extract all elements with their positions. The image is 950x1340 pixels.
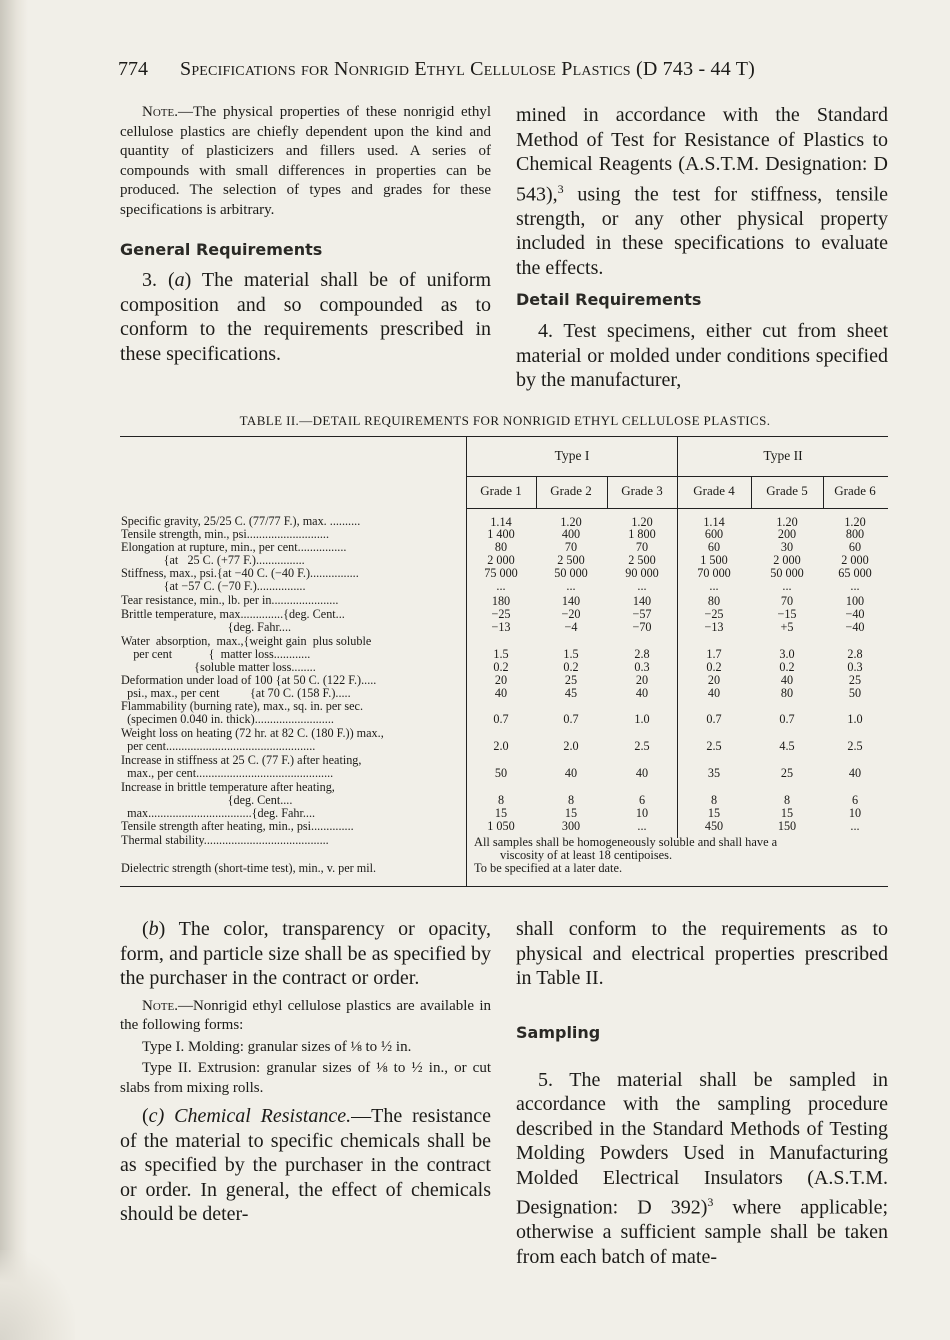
table-cell: 25 (564, 673, 578, 687)
table-cell: 15 (494, 806, 508, 820)
paragraph-3b: (b) The color, transparency or opacity, form, and particle size shall be as specified by the purchaser in the contract or order. (120, 918, 491, 989)
table-cell: 1 500 (700, 553, 728, 567)
table-cell: 25 (848, 673, 862, 687)
table-cell: 1.14 (703, 515, 725, 529)
table-cell: 60 (707, 540, 721, 554)
table-cell: 6 (851, 793, 859, 807)
right-column-top (516, 103, 888, 393)
table-row-label: Flammability (burning rate), max., sq. in. per sec. (121, 699, 364, 713)
table-row-label: Deformation under load of 100 {at 50 C. (122 F.)..... (121, 673, 377, 687)
table-cell: 80 (494, 540, 508, 554)
table-cell: 50 (494, 766, 508, 780)
note-type-2: Type II. Extrusion: granular sizes of ⅛ to ½ in., or cut slabs from mixing rolls. (120, 1060, 491, 1096)
table-cell: 40 (780, 673, 794, 687)
table-cell: 300 (561, 819, 581, 833)
table-cell: 0.2 (779, 660, 795, 674)
table-cell: 25 (780, 766, 794, 780)
table-cell: 2.8 (847, 647, 863, 661)
dielectric-strength-note: To be specified at a later date. (474, 861, 623, 875)
table-row-label: Increase in stiffness at 25 C. (77 F.) after heating, (121, 753, 362, 767)
table-cell: 2.0 (563, 739, 579, 753)
table-cell: 8 (497, 793, 505, 807)
table-cell: 50 000 (554, 566, 588, 580)
table-cell: 0.7 (563, 712, 579, 726)
table-cell: 90 000 (625, 566, 659, 580)
table-cell: 0.7 (779, 712, 795, 726)
table-row-label: (specimen 0.040 in. thick).......................... (121, 712, 334, 726)
table-row-label: Thermal stability......................................... (121, 833, 329, 847)
table-cell: 800 (845, 527, 865, 541)
table-cell: 65 000 (838, 566, 872, 580)
page-corner-curl (0, 1250, 75, 1340)
table-cell: 0.7 (493, 712, 509, 726)
type-header-2: Type II (763, 448, 803, 463)
table-cell: 8 (567, 793, 575, 807)
table-cell: 60 (848, 540, 862, 554)
table-cell: 6 (638, 793, 646, 807)
table-type-rule (466, 476, 888, 477)
table-cell: 70 000 (697, 566, 731, 580)
paragraph-3a: 3. (a) The material shall be of uniform composition and so compounded as to conform to the requirements prescribed in these specifications. (120, 269, 491, 365)
table-cell: −40 (845, 607, 865, 621)
table-cell: 3.0 (779, 647, 795, 661)
table-cell: 1.7 (706, 647, 722, 661)
table-cell: ... (850, 819, 860, 833)
table-cell: −13 (704, 620, 724, 634)
table-cell: 1.20 (776, 515, 798, 529)
table-row-label: Tensile strength, min., psi........................... (121, 527, 330, 541)
table-cell: 10 (635, 806, 649, 820)
paragraph-4-continued: shall conform to the requirements as to physical and electrical properties prescribed in Table II. (516, 918, 888, 989)
thermal-stability-note-line1: All samples shall be homogeneously soluble and shall have a (474, 835, 778, 849)
table-cell: 20 (635, 673, 649, 687)
table-cell: ... (637, 819, 647, 833)
table-cell: −20 (561, 607, 581, 621)
table-cell: 0.3 (847, 660, 863, 674)
grade-header: Grade 2 (550, 483, 592, 498)
grade-header: Grade 6 (834, 483, 876, 498)
left-column-bottom (120, 917, 491, 1227)
paragraph-chemical-test-continued: mined in accordance with the Standard Method of Test for Resistance of Plastics to Chemical Reagents (A.S.T.M. Designation: D 543),$^3$ using the test for stiffness, tensile strength, or any other physical property included in these specifications to evaluate the effects. (516, 104, 888, 279)
table-cell: ... (850, 579, 860, 593)
table-row-label: Dielectric strength (short-time test), min., v. per mil. (121, 861, 377, 875)
table-cell: 20 (707, 673, 721, 687)
table-cell: 1.20 (844, 515, 866, 529)
table-cell: ... (566, 579, 576, 593)
grade-header: Grade 5 (766, 483, 808, 498)
table-cell: 40 (564, 766, 578, 780)
table-cell: 1.0 (634, 712, 650, 726)
table-row-label: Increase in brittle temperature after heating, (121, 780, 335, 794)
paragraph-4: 4. Test specimens, either cut from sheet material or molded under conditions specified by the manufacturer, (516, 320, 888, 392)
table-cell: −57 (632, 607, 652, 621)
table-cell: 450 (704, 819, 724, 833)
table-cell: 2.8 (634, 647, 650, 661)
table-cell: 2 000 (773, 553, 801, 567)
table-row-label: max., per cent............................................. (121, 766, 334, 780)
table-row-label: Brittle temperature, max..............{deg. Cent... (121, 607, 345, 621)
table-cell: 0.3 (634, 660, 650, 674)
table-cell: ... (637, 579, 647, 593)
table-row-label: psi., max., per cent {at 70 C. (158 F.)..... (121, 686, 351, 700)
table-cell: −25 (491, 607, 511, 621)
table-cell: 1 800 (628, 527, 656, 541)
table-row-label: Weight loss on heating (72 hr. at 82 C. (180 F.)) max., (121, 726, 384, 740)
table-cell: 0.2 (563, 660, 579, 674)
table-cell: 150 (777, 819, 797, 833)
table-cell: 30 (780, 540, 794, 554)
heading-sampling: Sampling (516, 1022, 601, 1042)
running-title: Specifications for Nonrigid Ethyl Cellulose Plastics (D 743 - 44 T) (180, 58, 756, 80)
table-cell: 70 (635, 540, 649, 554)
table-cell: 2 500 (628, 553, 656, 567)
grade-header: Grade 3 (621, 483, 663, 498)
table-row-label: {at −57 C. (−70 F.)................ (121, 579, 306, 593)
table-cell: 0.2 (706, 660, 722, 674)
table-cell: 80 (780, 686, 794, 700)
table-row-label: Tensile strength after heating, min., psi.............. (121, 819, 354, 833)
heading-detail-requirements: Detail Requirements (516, 290, 702, 310)
table-cell: 15 (707, 806, 721, 820)
table-cell: 75 000 (484, 566, 518, 580)
table-caption: TABLE II.—DETAIL REQUIREMENTS FOR NONRIGID ETHYL CELLULOSE PLASTICS. (239, 413, 771, 428)
thermal-stability-note-line2: viscosity of at least 18 centipoises. (500, 848, 673, 862)
table-cell: 70 (564, 540, 578, 554)
table-row-label: per cent { matter loss............ (121, 647, 311, 661)
table-cell: 70 (780, 594, 794, 608)
table-cell: 1.5 (563, 647, 579, 661)
table-cell: 0.7 (706, 712, 722, 726)
note-type-1: Type I. Molding: granular sizes of ⅛ to ½ in. (142, 1038, 412, 1055)
table-cell: 80 (707, 594, 721, 608)
table-cell: 45 (564, 686, 578, 700)
table-cell: ... (782, 579, 792, 593)
table-cell: 600 (704, 527, 724, 541)
table-cell: 1 400 (487, 527, 515, 541)
table-cell: 50 (848, 686, 862, 700)
table-cell: 2.5 (847, 739, 863, 753)
table-cell: +5 (780, 620, 794, 634)
table-cell: ... (709, 579, 719, 593)
table-cell: 10 (848, 806, 862, 820)
grade-header: Grade 4 (693, 483, 735, 498)
table-cell: 1.14 (490, 515, 512, 529)
note-forms: Note.—Nonrigid ethyl cellulose plastics are available in the following forms: (120, 997, 491, 1033)
table-row-label: Specific gravity, 25/25 C. (77/77 F.), max. .......... (121, 514, 361, 528)
table-cell: 1 050 (487, 819, 515, 833)
table-row-label: Tear resistance, min., lb. per in...................... (121, 593, 339, 607)
table-cell: 8 (783, 793, 791, 807)
right-column-bottom (516, 917, 888, 1269)
table-type-divider (677, 436, 678, 838)
grade-header: Grade 1 (480, 483, 522, 498)
table-row-label: Stiffness, max., psi.{at −40 C. (−40 F.)................ (121, 566, 359, 580)
table-cell: 1.5 (493, 647, 509, 661)
table-cell: 50 000 (770, 566, 804, 580)
table-cell: 2.0 (493, 739, 509, 753)
table-cell: 40 (635, 766, 649, 780)
table-cell: 1.0 (847, 712, 863, 726)
paragraph-3c: (c) Chemical Resistance.—The resistance of the material to specific chemicals shall be as specified by the purchaser in the contract or order. In general, the effect of chemicals should be deter- (120, 1105, 491, 1225)
table-cell: 2 000 (487, 553, 515, 567)
table-cell: 400 (561, 527, 581, 541)
table-cell: 1.20 (631, 515, 653, 529)
left-column-top (120, 103, 491, 366)
table-cell: 100 (845, 594, 865, 608)
page-number: 774 (118, 58, 148, 80)
table-row-label: per cent................................................. (121, 739, 316, 753)
table-row-label: {deg. Cent.... (121, 793, 293, 807)
table-cell: 0.2 (493, 660, 509, 674)
table-cell: 140 (632, 594, 652, 608)
table-top-rule (120, 436, 888, 437)
table-cell: 2.5 (706, 739, 722, 753)
table-cell: 15 (780, 806, 794, 820)
table-cell: 200 (777, 527, 797, 541)
table-grade-rule (466, 508, 888, 509)
table-cell: 140 (561, 594, 581, 608)
table-cell: −15 (777, 607, 797, 621)
grade-divider-4 (751, 477, 752, 508)
table-cell: ... (496, 579, 506, 593)
table-cell: 8 (710, 793, 718, 807)
table-row-label: {soluble matter loss........ (121, 660, 316, 674)
table-cell: 2 500 (557, 553, 585, 567)
table-cell: 40 (707, 686, 721, 700)
table-cell: 180 (491, 594, 511, 608)
note-plasticizers: Note.—The physical properties of these nonrigid ethyl cellulose plastics are chiefly dependent upon the kind and quantity of plasticizers and fillers used. A series of compounds with small differences in properties can be produced. The selection of types and grades for these specifications is arbitrary. (120, 104, 491, 218)
table-bottom-rule (120, 886, 888, 887)
table-cell: 1.20 (560, 515, 582, 529)
table-cell: −4 (564, 620, 578, 634)
table-cell: −25 (704, 607, 724, 621)
heading-general-requirements: General Requirements (120, 240, 323, 259)
table-row-label: Elongation at rupture, min., per cent................ (121, 540, 347, 554)
table-cell: 35 (707, 766, 721, 780)
type-header-1: Type I (554, 448, 590, 463)
table-row-label: max..................................{deg. Fahr.... (121, 806, 316, 820)
table-cell: 2.5 (634, 739, 650, 753)
table-cell: −13 (491, 620, 511, 634)
table-cell: 2 000 (841, 553, 869, 567)
table-row-label: {deg. Fahr.... (121, 620, 292, 634)
table-cell: 40 (635, 686, 649, 700)
table-cell: 40 (848, 766, 862, 780)
page-binding-shadow (0, 0, 28, 1340)
table-cell: 20 (494, 673, 508, 687)
table-cell: −40 (845, 620, 865, 634)
table-cell: 15 (564, 806, 578, 820)
paragraph-5: 5. The material shall be sampled in accordance with the sampling procedure described in the Standard Methods of Testing Molding Powders Used in Manufacturing Molded Electrical Insulators (A.S.T.M. Designation: D 392)$^3$ where applicable; otherwise a sufficient sample shall be taken from each batch of mate- (516, 1068, 888, 1268)
table-cell: 4.5 (779, 739, 795, 753)
table-row-label: {at 25 C. (+77 F.)................ (121, 553, 305, 567)
table-cell: −70 (632, 620, 652, 634)
table-cell: 40 (494, 686, 508, 700)
running-header (118, 58, 888, 86)
table-row-label: Water absorption, max.,{weight gain plus soluble (121, 634, 372, 648)
